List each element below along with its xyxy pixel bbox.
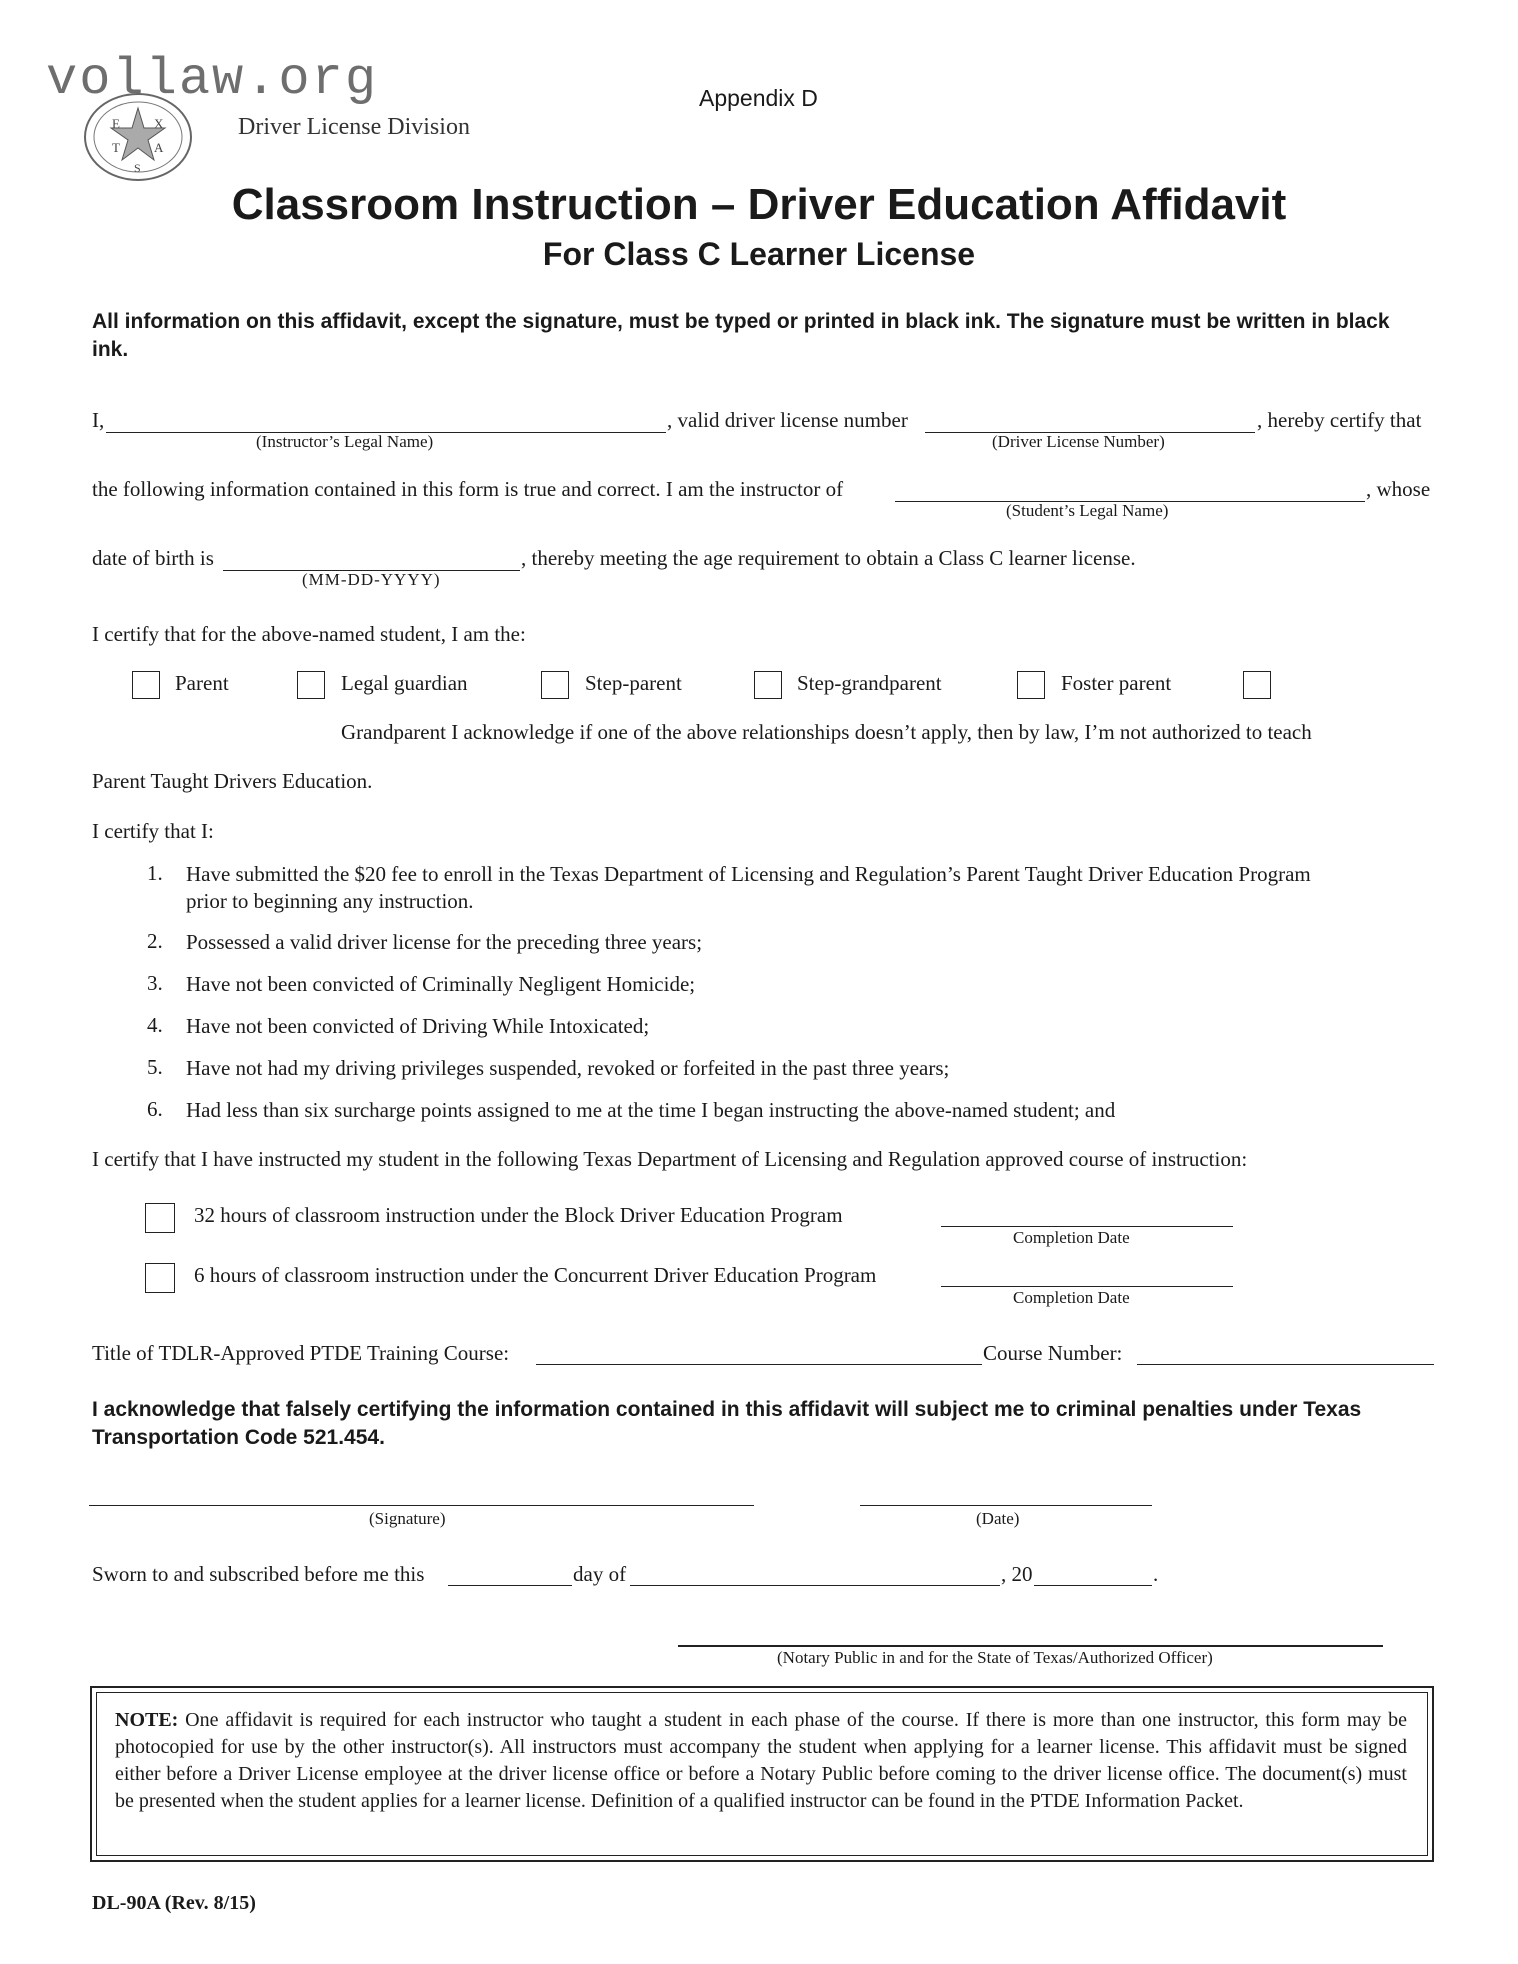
list-item: Have not been convicted of Driving While Intoxicated; xyxy=(186,1014,650,1038)
list-item-number: 2. xyxy=(147,929,163,953)
sworn-day-label: day of xyxy=(573,1562,627,1586)
course-title-field[interactable] xyxy=(536,1364,982,1365)
caption-completion-date: Completion Date xyxy=(1013,1228,1130,1247)
caption-completion-date: Completion Date xyxy=(1013,1288,1130,1307)
sworn-year-field[interactable] xyxy=(1034,1585,1152,1586)
caption-dob: (MM-DD-YYYY) xyxy=(302,570,441,589)
caption-student-name: (Student’s Legal Name) xyxy=(1006,501,1169,520)
option-legal-guardian: Legal guardian xyxy=(341,671,468,695)
division-name: Driver License Division xyxy=(238,114,470,140)
sworn-month-field[interactable] xyxy=(630,1585,1000,1586)
option-block-program: 32 hours of classroom instruction under the Block Driver Education Program xyxy=(194,1203,843,1227)
svg-text:E: E xyxy=(112,116,120,131)
course-number-label: Course Number: xyxy=(983,1341,1123,1365)
checkbox-foster-parent[interactable] xyxy=(1017,671,1045,699)
cert-line2-suffix: , whose xyxy=(1366,477,1431,501)
checkbox-step-grandparent[interactable] xyxy=(754,671,782,699)
sworn-prefix: Sworn to and subscribed before me this xyxy=(92,1562,425,1586)
signature-date-field[interactable] xyxy=(860,1505,1152,1506)
course-number-field[interactable] xyxy=(1137,1364,1434,1365)
sworn-day-field[interactable] xyxy=(448,1585,572,1586)
acknowledge-statement: I acknowledge that falsely certifying the information contained in this affidavit will subject me to criminal penalties under Texas Transportation Code 521.454. xyxy=(92,1398,1362,1449)
svg-text:A: A xyxy=(154,140,164,155)
certify-list-intro: I certify that I: xyxy=(92,819,214,843)
note-body: One affidavit is required for each instructor who taught a student in each phase of the course. If there is more than one instructor, this form may be photocopied for use by the other instructor(s). All instructors must accompany the student when applying for a learner license. This affidavit must be signed either before a Driver License employee at the driver license office or before a Notary Public before coming to the driver license office. The document(s) must be presented when the student applies for a learner license. Definition of a qualified instructor can be found in the PTDE Information Packet. xyxy=(115,1709,1407,1812)
list-item: Had less than six surcharge points assigned to me at the time I began instructing the above-named student; and xyxy=(186,1098,1116,1122)
list-item: Possessed a valid driver license for the preceding three years; xyxy=(186,930,703,954)
caption-date: (Date) xyxy=(976,1509,1020,1528)
cert-line1-prefix: I, xyxy=(92,408,105,432)
list-item: Have submitted the $20 fee to enroll in the Texas Department of Licensing and Regulation’s Parent Taught Driver Education Program prior to beginning any instruction. xyxy=(186,862,1311,913)
option-foster-parent: Foster parent xyxy=(1061,671,1172,695)
cert-line3-prefix: date of birth is xyxy=(92,546,214,570)
page-subtitle: For Class C Learner License xyxy=(542,236,976,272)
svg-text:X: X xyxy=(154,116,164,131)
appendix-label: Appendix D xyxy=(699,85,818,111)
concurrent-completion-date-field[interactable] xyxy=(941,1286,1233,1287)
course-intro: I certify that I have instructed my student in the following Texas Department of Licensing and Regulation approved course of instruction: xyxy=(92,1147,1248,1171)
list-item-number: 6. xyxy=(147,1097,163,1121)
list-item: Have not had my driving privileges suspended, revoked or forfeited in the past three years; xyxy=(186,1056,950,1080)
notary-signature-field[interactable] xyxy=(678,1645,1383,1647)
option-concurrent-program: 6 hours of classroom instruction under the Concurrent Driver Education Program xyxy=(194,1263,877,1287)
block-completion-date-field[interactable] xyxy=(941,1226,1233,1227)
option-step-grandparent: Step-grandparent xyxy=(797,671,942,695)
relationship-intro: I certify that for the above-named student, I am the: xyxy=(92,622,526,646)
cert-line3-suffix: , thereby meeting the age requirement to obtain a Class C learner license. xyxy=(521,546,1136,570)
list-item-number: 5. xyxy=(147,1055,163,1079)
caption-instructor-name: (Instructor’s Legal Name) xyxy=(256,432,434,451)
note-label: NOTE: xyxy=(115,1709,179,1731)
svg-text:T: T xyxy=(112,140,120,155)
sworn-end: . xyxy=(1153,1562,1159,1586)
note-box xyxy=(90,1686,1434,1862)
watermark: vollaw.org xyxy=(46,50,379,109)
relationship-line-a: Grandparent I acknowledge if one of the above relationships doesn’t apply, then by law, I’m not authorized to teach xyxy=(341,720,1312,744)
page-title: Classroom Instruction – Driver Education Affidavit xyxy=(231,180,1287,229)
checkbox-block-program[interactable] xyxy=(145,1203,175,1233)
signature-field[interactable] xyxy=(89,1505,754,1506)
sworn-year-label: , 20 xyxy=(1001,1562,1033,1586)
relationship-line-b: Parent Taught Drivers Education. xyxy=(92,769,373,793)
cert-line1-mid: , valid driver license number xyxy=(667,408,908,432)
cert-line2-prefix: the following information contained in this form is true and correct. I am the instructor of xyxy=(92,477,844,501)
list-item-number: 1. xyxy=(147,861,163,885)
checkbox-parent[interactable] xyxy=(132,671,160,699)
svg-text:S: S xyxy=(134,161,141,175)
cert-line1-suffix: , hereby certify that xyxy=(1257,408,1422,432)
caption-signature: (Signature) xyxy=(369,1509,446,1528)
form-number: DL-90A (Rev. 8/15) xyxy=(92,1892,256,1914)
note-box-inner xyxy=(96,1692,1428,1856)
checkbox-step-parent[interactable] xyxy=(541,671,569,699)
instructions: All information on this affidavit, except the signature, must be typed or printed in black ink. The signature must be written in black ink. xyxy=(92,310,1390,361)
checkbox-concurrent-program[interactable] xyxy=(145,1263,175,1293)
caption-driver-license: (Driver License Number) xyxy=(992,432,1165,451)
checkbox-legal-guardian[interactable] xyxy=(297,671,325,699)
note-text xyxy=(115,1707,1407,1815)
option-step-parent: Step-parent xyxy=(585,671,682,695)
list-item: Have not been convicted of Criminally Negligent Homicide; xyxy=(186,972,696,996)
list-item-number: 3. xyxy=(147,971,163,995)
option-parent: Parent xyxy=(175,671,229,695)
course-title-label: Title of TDLR-Approved PTDE Training Course: xyxy=(92,1341,510,1365)
list-item-number: 4. xyxy=(147,1013,163,1037)
checkbox-grandparent[interactable] xyxy=(1243,671,1271,699)
caption-notary: (Notary Public in and for the State of Texas/Authorized Officer) xyxy=(777,1648,1213,1667)
